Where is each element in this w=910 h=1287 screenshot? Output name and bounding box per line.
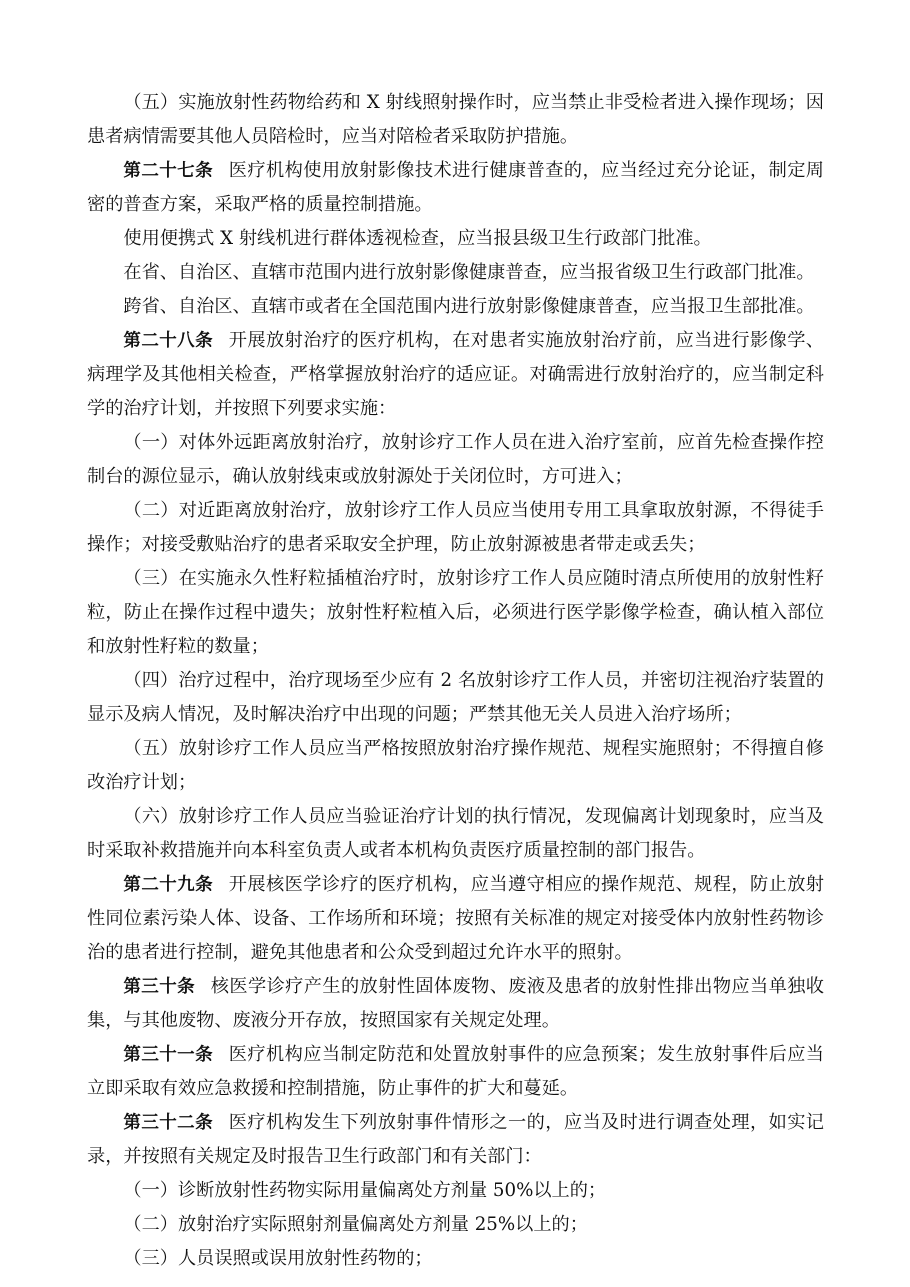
paragraph-text: （六）放射诊疗工作人员应当验证治疗计划的执行情况，发现偏离计划现象时，应当及时采取补救措施并向本科室负责人或者本机构负责医疗质量控制的部门报告。 [87,806,824,861]
paragraph-text: 跨省、自治区、直辖市或者在全国范围内进行放射影像健康普查，应当报卫生部批准。 [123,296,815,317]
paragraph-text: （二）对近距离放射治疗，放射诊疗工作人员应当使用专用工具拿取放射源，不得徒手操作；对接受敷贴治疗的患者采取安全护理，防止放射源被患者带走或丢失； [87,500,824,555]
article-30 [87,970,824,1038]
document-body [87,86,824,1276]
paragraph-text: （五）实施放射性药物给药和 X 射线照射操作时，应当禁止非受检者进入操作现场；因患者病情需要其他人员陪检时，应当对陪检者采取防护措施。 [87,92,824,147]
article-31 [87,1038,824,1106]
paragraph-text: 开展放射治疗的医疗机构，在对患者实施放射治疗前，应当进行影像学、病理学及其他相关检查，严格掌握放射治疗的适应证。对确需进行放射治疗的，应当制定科学的治疗计划，并按照下列要求实施： [87,330,824,419]
article-27 [87,154,824,222]
paragraph-text: （四）治疗过程中，治疗现场至少应有 2 名放射诊疗工作人员，并密切注视治疗装置的显示及病人情况，及时解决治疗中出现的问题；严禁其他无关人员进入治疗场所； [87,670,824,725]
article-heading: 第二十九条 [123,875,214,895]
paragraph-text: 使用便携式 X 射线机进行群体透视检查，应当报县级卫生行政部门批准。 [123,228,712,249]
paragraph-text: （一）诊断放射性药物实际用量偏离处方剂量 50%以上的； [123,1180,607,1201]
paragraph-text: （一）对体外远距离放射治疗，放射诊疗工作人员在进入治疗室前，应首先检查操作控制台的源位显示，确认放射线束或放射源处于关闭位时，方可进入； [87,432,824,487]
paragraph-provincial [87,256,824,290]
paragraph-text: （三）人员误照或误用放射性药物的； [123,1248,433,1269]
list-item-2 [87,494,824,562]
list-item-5 [87,732,824,800]
paragraph-item-5-cont [87,86,824,154]
list-item-3 [87,562,824,664]
paragraph-text: （五）放射诊疗工作人员应当严格按照放射治疗操作规范、规程实施照射；不得擅自修改治疗计划； [87,738,824,793]
article-heading: 第三十二条 [123,1113,214,1133]
list-item-event-1 [87,1174,824,1208]
paragraph-text: 开展核医学诊疗的医疗机构，应当遵守相应的操作规范、规程，防止放射性同位素污染人体、设备、工作场所和环境；按照有关标准的规定对接受体内放射性药物诊治的患者进行控制，避免其他患者和公众受到超过允许水平的照射。 [87,874,824,963]
paragraph-text: （三）在实施永久性籽粒插植治疗时，放射诊疗工作人员应随时清点所使用的放射性籽粒，防止在操作过程中遗失；放射性籽粒植入后，必须进行医学影像学检查，确认植入部位和放射性籽粒的数量； [87,568,824,657]
list-item-6 [87,800,824,868]
paragraph-text: 医疗机构发生下列放射事件情形之一的，应当及时进行调查处理，如实记录，并按照有关规定及时报告卫生行政部门和有关部门： [87,1112,824,1167]
list-item-1 [87,426,824,494]
paragraph-text: 医疗机构使用放射影像技术进行健康普查的，应当经过充分论证，制定周密的普查方案，采取严格的质量控制措施。 [87,160,824,215]
paragraph-text: （二）放射治疗实际照射剂量偏离处方剂量 25%以上的； [123,1214,588,1235]
article-29 [87,868,824,970]
paragraph-text: 核医学诊疗产生的放射性固体废物、废液及患者的放射性排出物应当单独收集，与其他废物、废液分开存放，按照国家有关规定处理。 [87,976,824,1031]
paragraph-text: 医疗机构应当制定防范和处置放射事件的应急预案；发生放射事件后应当立即采取有效应急救援和控制措施，防止事件的扩大和蔓延。 [87,1044,824,1099]
article-32 [87,1106,824,1174]
article-heading: 第二十八条 [123,331,214,351]
article-heading: 第三十一条 [123,1045,214,1065]
article-28 [87,324,824,426]
list-item-event-3 [87,1242,824,1276]
list-item-4 [87,664,824,732]
paragraph-text: 在省、自治区、直辖市范围内进行放射影像健康普查，应当报省级卫生行政部门批准。 [123,262,815,283]
paragraph-national [87,290,824,324]
article-heading: 第三十条 [123,977,196,997]
article-heading: 第二十七条 [123,161,214,181]
list-item-event-2 [87,1208,824,1242]
paragraph-portable-xray [87,222,824,256]
